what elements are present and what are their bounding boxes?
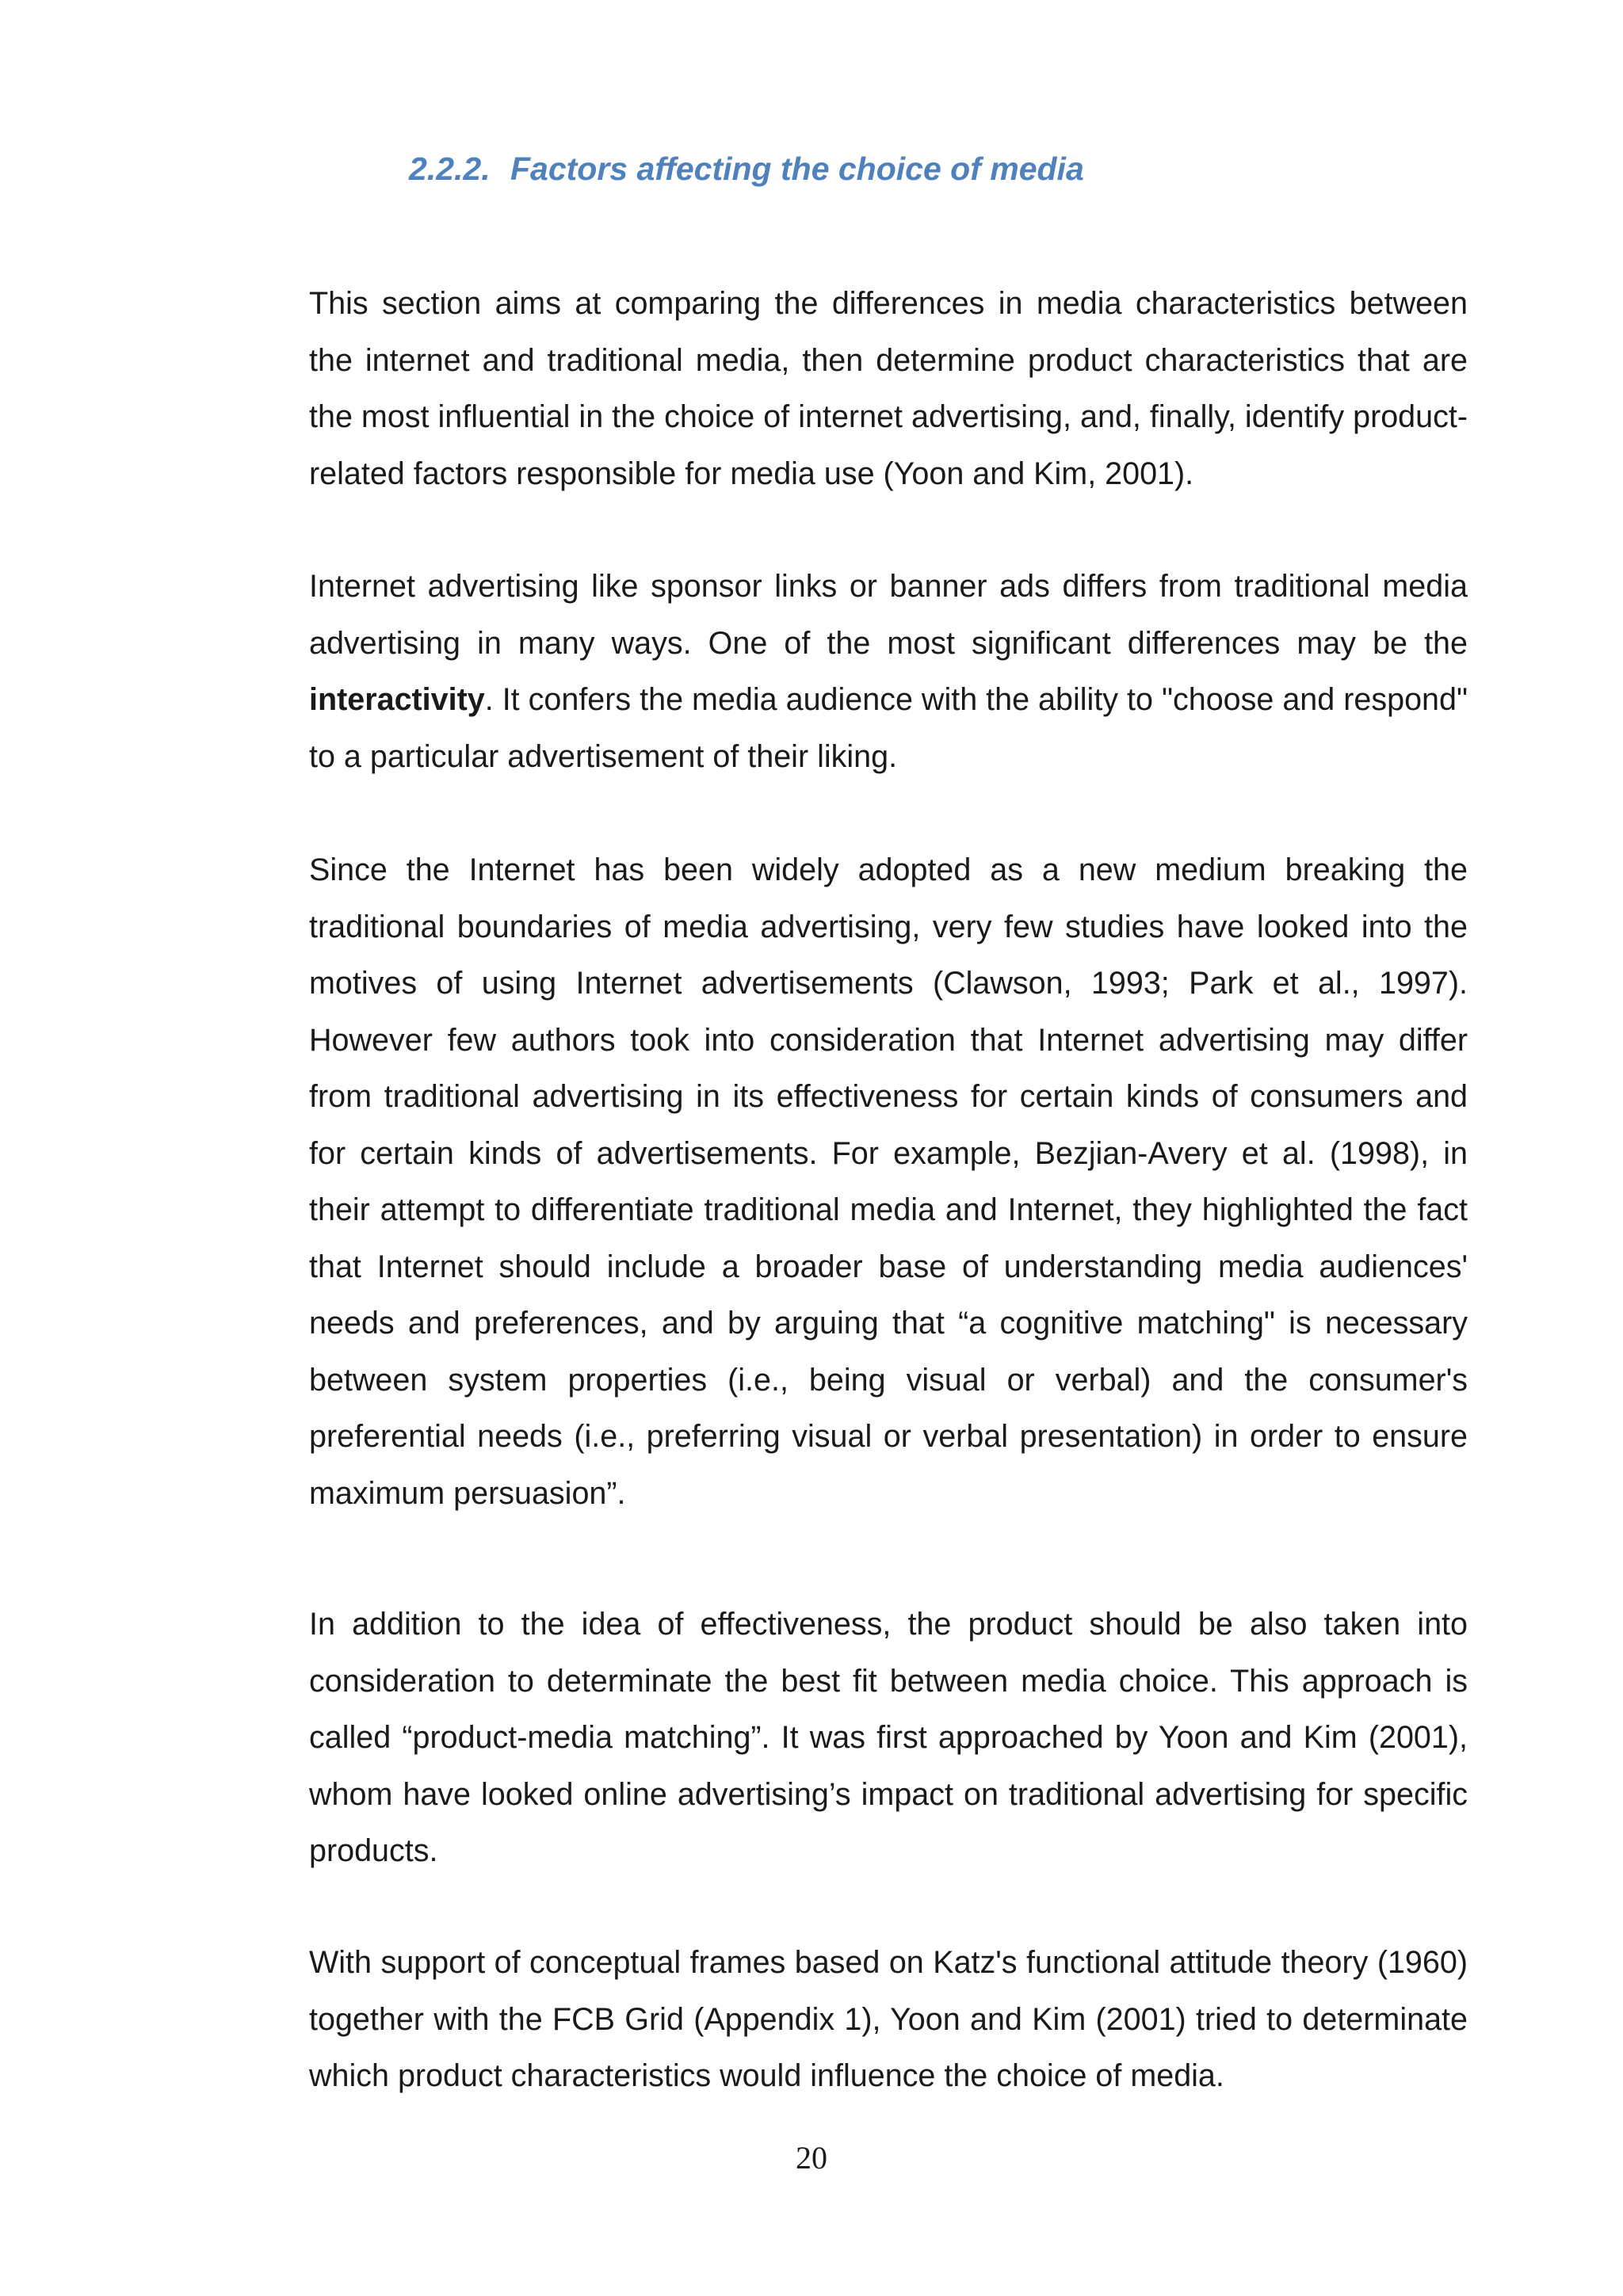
section-title: Factors affecting the choice of media	[510, 151, 1084, 187]
paragraph-intro: This section aims at comparing the differences in media characteristics between the internet and traditional media, then determine product characteristics that are the most influential in the choice of internet advertising, and, finally, identify product-related factors responsible for media use (Yoon and Kim, 2001).	[309, 286, 1468, 491]
paragraph-interactivity-end: . It confers the media audience with the ability to "choose and respond" to a particular advertisement of their liking.	[309, 682, 1468, 774]
paragraph-interactivity	[309, 559, 1468, 785]
paragraph-conceptual-frames: With support of conceptual frames based on Katz's functional attitude theory (1960) together with the FCB Grid (Appendix 1), Yoon and Kim (2001) tried to determinate which product characteristics would influence the choice of media.	[309, 1945, 1468, 2093]
section-heading	[409, 151, 1084, 188]
paragraph-internet-adoption: Since the Internet has been widely adopted as a new medium breaking the traditional boundaries of media advertising, very few studies have looked into the motives of using Internet advertisements (Clawson, 1993; Park et al., 1997). However few authors took into consideration that Internet advertising may differ from traditional advertising in its effectiveness for certain kinds of consumers and for certain kinds of advertisements. For example, Bezjian-Avery et al. (1998), in their attempt to differentiate traditional media and Internet, they highlighted the fact that Internet should include a broader base of understanding media audiences' needs and preferences, and by arguing that “a cognitive matching" is necessary between system properties (i.e., being visual or verbal) and the consumer's preferential needs (i.e., preferring visual or verbal presentation) in order to ensure maximum persuasion”.	[309, 852, 1468, 1511]
section-number: 2.2.2.	[409, 151, 491, 187]
paragraph-interactivity-start: Internet advertising like sponsor links or banner ads differs from traditional media advertising in many ways. One of the most significant differences may be the	[309, 569, 1468, 661]
page-number: 20	[796, 2140, 827, 2176]
interactivity-term: interactivity	[309, 682, 485, 717]
paragraph-product-media-matching: In addition to the idea of effectiveness, the product should be also taken into consideration to determinate the best fit between media choice. This approach is called “product-media matching”. It was first approached by Yoon and Kim (2001), whom have looked online advertising’s impact on traditional advertising for specific products.	[309, 1607, 1468, 1868]
